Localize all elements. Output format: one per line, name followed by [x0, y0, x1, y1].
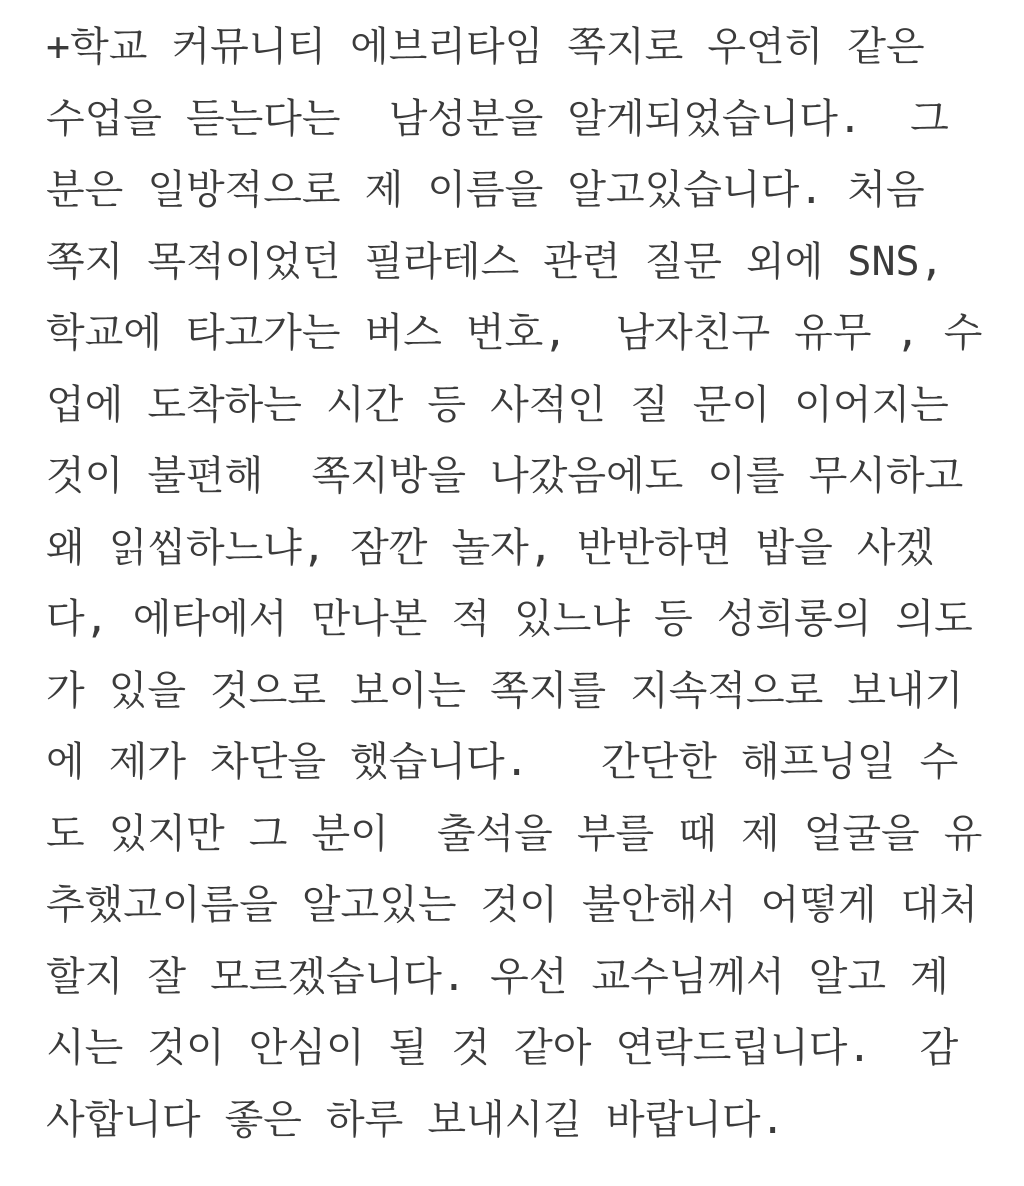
- message-line: 학교에 타고가는 버스 번호, 남자친구 유무 , 수: [46, 310, 983, 356]
- message-line: 에 제가 차단을 했습니다. 간단한 해프닝일 수: [46, 739, 959, 785]
- message-line: 가 있을 것으로 보이는 쪽지를 지속적으로 보내기: [46, 667, 964, 714]
- message-line: 쪽지 목적이었던 필라테스 관련 질문 외에 SNS,: [46, 238, 944, 285]
- message-line: 시는 것이 안심이 될 것 같아 연락드립니다. 감: [46, 1025, 959, 1071]
- message-line: 것이 불편해 쪽지방을 나갔음에도 이를 무시하고: [46, 453, 964, 499]
- message-line: 도 있지만 그 분이 출석을 부를 때 제 얼굴을 유: [46, 810, 983, 857]
- message-line: 왜 읽씹하느냐, 잠깐 놀자, 반반하면 밥을 사겠: [46, 524, 935, 571]
- message-line: 다, 에타에서 만나본 적 있느냐 등 성희롱의 의도: [46, 596, 973, 642]
- message-line: +학교 커뮤니티 에브리타임 쪽지로 우연히 같은: [46, 24, 925, 70]
- message-body: [46, 12, 986, 1156]
- message-line: 추했고이름을 알고있는 것이 불안해서 어떻게 대처: [46, 882, 978, 928]
- message-line: 분은 일방적으로 제 이름을 알고있습니다. 처음: [46, 167, 925, 213]
- message-line: 사합니다 좋은 하루 보내시길 바랍니다.: [46, 1096, 785, 1143]
- message-line: 수업을 듣는다는 남성분을 알게되었습니다. 그: [46, 95, 949, 142]
- message-line: 할지 잘 모르겠습니다. 우선 교수님께서 알고 계: [46, 953, 949, 1000]
- message-line: 업에 도착하는 시간 등 사적인 질 문이 이어지는: [46, 381, 949, 428]
